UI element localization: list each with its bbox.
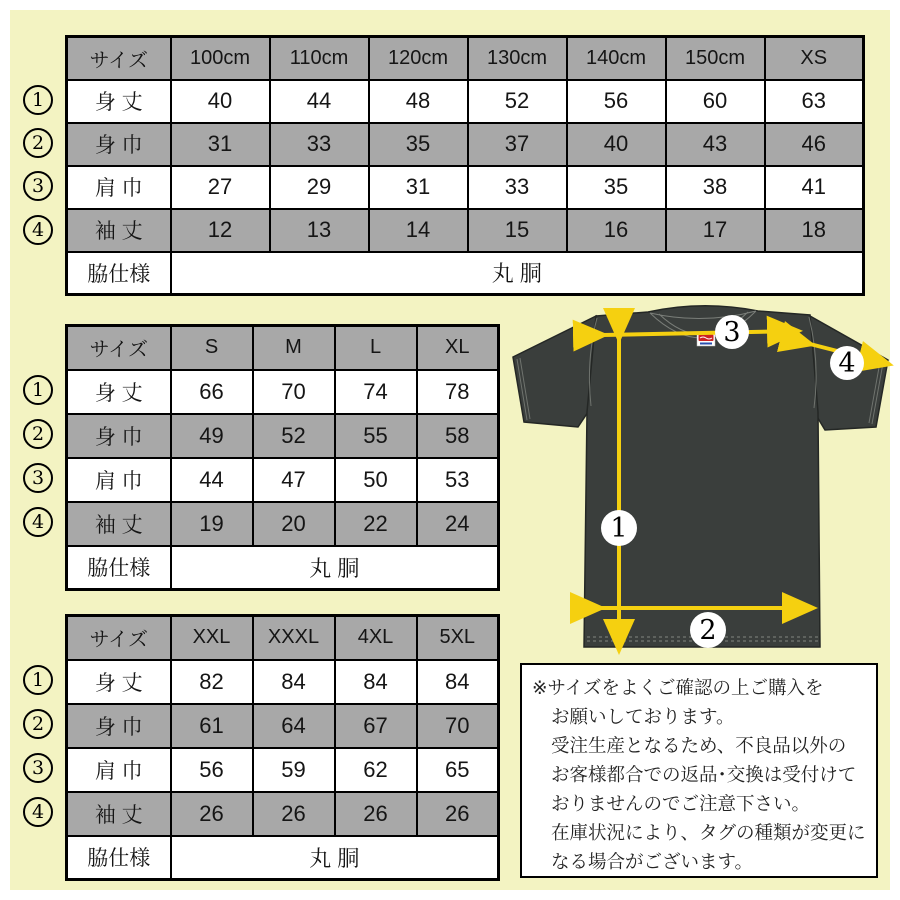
cell: 22 <box>335 502 417 546</box>
cell: 84 <box>335 660 417 704</box>
purchase-notice-box <box>520 663 878 878</box>
cell: 40 <box>567 123 666 166</box>
col-header: L <box>335 326 417 370</box>
label-3: 3 <box>723 317 741 348</box>
col-header: 140cm <box>567 37 666 80</box>
col-header: S <box>171 326 253 370</box>
row-label: 袖 丈 <box>67 792 171 836</box>
table-row <box>67 546 499 590</box>
notice-line: お願いしております。 <box>551 706 735 727</box>
cell: 61 <box>171 704 253 748</box>
cell: 35 <box>567 166 666 209</box>
cell: 52 <box>468 80 567 123</box>
row-label: 脇仕様 <box>67 546 171 590</box>
cell: 70 <box>417 704 499 748</box>
label-4: 4 <box>838 348 856 379</box>
circled-number-4: 4 <box>23 507 53 537</box>
cell: 82 <box>171 660 253 704</box>
cell: 74 <box>335 370 417 414</box>
col-header: XXL <box>171 616 253 660</box>
cell: 53 <box>417 458 499 502</box>
cell: 56 <box>171 748 253 792</box>
cell: 84 <box>417 660 499 704</box>
circled-number-2: 2 <box>23 709 53 739</box>
cell: 33 <box>270 123 369 166</box>
cell: 26 <box>417 792 499 836</box>
circled-number-1: 1 <box>23 375 53 405</box>
cell: 13 <box>270 209 369 252</box>
table-row <box>67 414 499 458</box>
cell: 15 <box>468 209 567 252</box>
row-label: 脇仕様 <box>67 836 171 880</box>
cell: 50 <box>335 458 417 502</box>
cell: 38 <box>666 166 765 209</box>
circled-number-2: 2 <box>23 419 53 449</box>
notice-line: 在庫状況により、タグの種類が変更に <box>551 822 866 843</box>
cell: 78 <box>417 370 499 414</box>
col-header: 100cm <box>171 37 270 80</box>
cell: 55 <box>335 414 417 458</box>
cell: 18 <box>765 209 864 252</box>
cell: 43 <box>666 123 765 166</box>
table-row <box>67 458 499 502</box>
table-row <box>67 123 864 166</box>
cell: 70 <box>253 370 335 414</box>
cell: 26 <box>335 792 417 836</box>
row-label: 袖 丈 <box>67 502 171 546</box>
table-row <box>67 704 499 748</box>
label-1: 1 <box>610 513 628 544</box>
notice-line: 受注生産となるため、不良品以外の <box>551 735 847 756</box>
footer-value: 丸 胴 <box>171 252 864 295</box>
table-row <box>67 370 499 414</box>
notice-line: お客様都合での返品･交換は受付けて <box>551 764 857 785</box>
col-header: XS <box>765 37 864 80</box>
table-row <box>67 326 499 370</box>
cell: 29 <box>270 166 369 209</box>
row-label: 身 丈 <box>67 660 171 704</box>
footer-value: 丸 胴 <box>171 836 499 880</box>
row-label: 身 巾 <box>67 704 171 748</box>
row-label: 身 丈 <box>67 370 171 414</box>
cell: 17 <box>666 209 765 252</box>
col-header: サイズ <box>67 616 171 660</box>
cell: 62 <box>335 748 417 792</box>
table-row <box>67 792 499 836</box>
circled-number-2: 2 <box>23 128 53 158</box>
cell: 58 <box>417 414 499 458</box>
circled-number-1: 1 <box>23 85 53 115</box>
row-label: 身 巾 <box>67 414 171 458</box>
cell: 65 <box>417 748 499 792</box>
cell: 27 <box>171 166 270 209</box>
cell: 37 <box>468 123 567 166</box>
cell: 84 <box>253 660 335 704</box>
cell: 47 <box>253 458 335 502</box>
size-table-big <box>65 614 500 881</box>
cell: 31 <box>171 123 270 166</box>
table-row <box>67 209 864 252</box>
cell: 33 <box>468 166 567 209</box>
row-label: 脇仕様 <box>67 252 171 295</box>
cell: 24 <box>417 502 499 546</box>
circled-number-3: 3 <box>23 463 53 493</box>
cell: 35 <box>369 123 468 166</box>
row-label: 袖 丈 <box>67 209 171 252</box>
size-table-adult <box>65 324 500 591</box>
cell: 31 <box>369 166 468 209</box>
col-header: 120cm <box>369 37 468 80</box>
row-label: 肩 巾 <box>67 748 171 792</box>
table-row <box>67 616 499 660</box>
cell: 41 <box>765 166 864 209</box>
cell: 52 <box>253 414 335 458</box>
cell: 44 <box>171 458 253 502</box>
cell: 20 <box>253 502 335 546</box>
notice-line: おりませんのでご注意下さい。 <box>551 793 811 814</box>
table-row <box>67 836 499 880</box>
cell: 49 <box>171 414 253 458</box>
col-header: M <box>253 326 335 370</box>
cell: 26 <box>171 792 253 836</box>
tshirt-measurement-diagram <box>500 300 895 658</box>
notice-line: ※サイズをよくご確認の上ご購入を <box>532 677 824 698</box>
cell: 44 <box>270 80 369 123</box>
table-row <box>67 660 499 704</box>
cell: 63 <box>765 80 864 123</box>
col-header: 150cm <box>666 37 765 80</box>
circled-number-4: 4 <box>23 797 53 827</box>
cell: 14 <box>369 209 468 252</box>
col-header: サイズ <box>67 37 171 80</box>
cell: 48 <box>369 80 468 123</box>
table-row <box>67 502 499 546</box>
row-label: 肩 巾 <box>67 458 171 502</box>
table-row <box>67 37 864 80</box>
circled-number-4: 4 <box>23 215 53 245</box>
col-header: 130cm <box>468 37 567 80</box>
cell: 67 <box>335 704 417 748</box>
col-header: 4XL <box>335 616 417 660</box>
row-label: 身 巾 <box>67 123 171 166</box>
circled-number-3: 3 <box>23 753 53 783</box>
table-row <box>67 252 864 295</box>
cell: 56 <box>567 80 666 123</box>
col-header: サイズ <box>67 326 171 370</box>
row-label: 身 丈 <box>67 80 171 123</box>
cell: 26 <box>253 792 335 836</box>
cell: 59 <box>253 748 335 792</box>
row-label: 肩 巾 <box>67 166 171 209</box>
col-header: 110cm <box>270 37 369 80</box>
col-header: XL <box>417 326 499 370</box>
cell: 19 <box>171 502 253 546</box>
table-row <box>67 166 864 209</box>
cell: 46 <box>765 123 864 166</box>
circled-number-1: 1 <box>23 665 53 695</box>
notice-line: なる場合がございます。 <box>551 851 754 872</box>
circled-number-3: 3 <box>23 171 53 201</box>
cell: 12 <box>171 209 270 252</box>
cell: 60 <box>666 80 765 123</box>
col-header: XXXL <box>253 616 335 660</box>
cell: 66 <box>171 370 253 414</box>
cell: 16 <box>567 209 666 252</box>
footer-value: 丸 胴 <box>171 546 499 590</box>
col-header: 5XL <box>417 616 499 660</box>
cell: 40 <box>171 80 270 123</box>
table-row <box>67 748 499 792</box>
label-2: 2 <box>699 615 717 646</box>
size-table-kids <box>65 35 865 296</box>
table-row <box>67 80 864 123</box>
cell: 64 <box>253 704 335 748</box>
